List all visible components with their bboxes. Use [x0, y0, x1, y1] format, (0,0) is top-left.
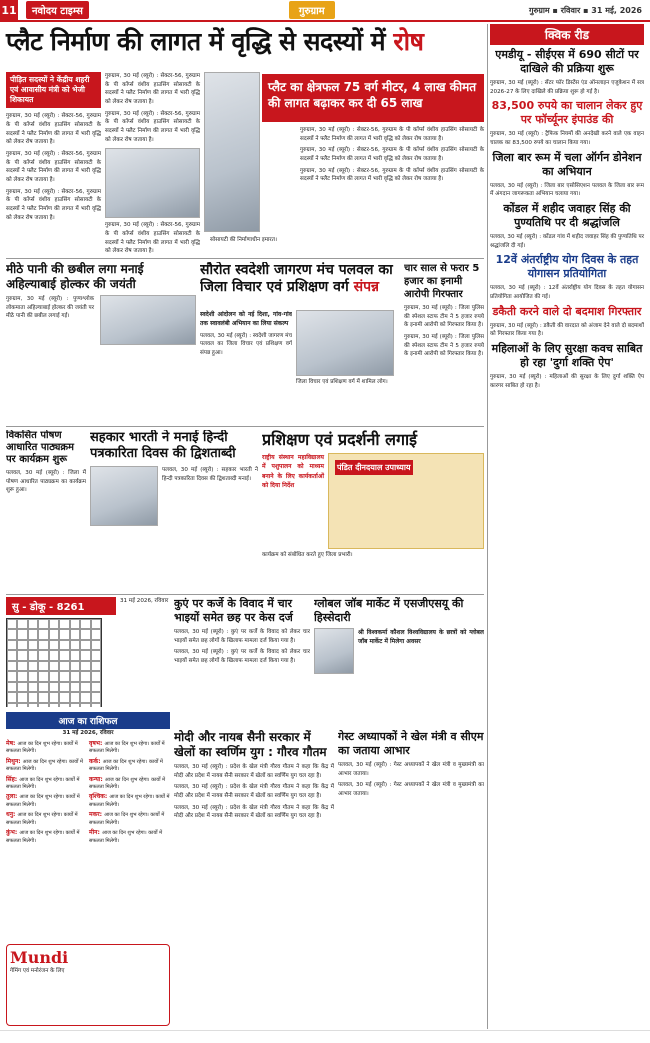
horoscope-sign-text: आज का दिन शुभ रहेगा। कार्यों में सफलता मिलेगी।	[6, 758, 83, 773]
horoscope-sign	[6, 793, 87, 809]
sudoku-cell[interactable]	[80, 671, 90, 681]
sudoku-cell[interactable]	[7, 692, 17, 702]
sudoku-cell[interactable]	[38, 619, 48, 629]
ahilya-photo	[100, 295, 196, 345]
photo-caption-lead: सोसायटी की निर्माणाधीन इमारत।	[210, 237, 278, 243]
sudoku-cell[interactable]	[91, 703, 101, 707]
quick-read-item2-body: गुरुग्राम, 30 मई (ब्यूरो) : ट्रैफिक नियमों की अनदेखी करने वाले एक वाहन चालक का 83,500 रुपये का चालान किया गया।	[490, 131, 644, 146]
swadeshi-kicker: स्वदेशी आंदोलन को नई दिशा, गांव-गांव तक स्वावलंबी अभियान का लिया संकल्प	[200, 311, 292, 328]
horoscope-sign-name: कन्या:	[89, 775, 105, 783]
quick-read-item2-title: 83,500 रुपये का चालान लेकर हुए पर फॉर्च्यूनर इंपाउंड की	[491, 99, 643, 127]
horoscope-sign-text: आज का दिन शुभ रहेगा। कार्यों में सफलता मिलेगी।	[89, 812, 165, 827]
sudoku-cell[interactable]	[17, 692, 27, 702]
sudoku-cell[interactable]	[59, 692, 69, 702]
horoscope-sign-text: आज का दिन शुभ रहेगा। कार्यों में सफलता मिलेगी।	[6, 794, 80, 809]
sudoku-cell[interactable]	[7, 682, 17, 692]
sudoku-cell[interactable]	[91, 661, 101, 671]
mundi-tagline: गेमिंग एवं मनोरंजन के लिए	[10, 968, 65, 974]
horoscope-sign-name: वृश्चिक:	[89, 793, 110, 801]
lead-banner: प्लैट का क्षेत्रफल 75 वर्ग मीटर, 4 लाख कीमत की लागत बढ़ाकर कर दी 65 लाख	[262, 74, 484, 122]
sahkar-headline: सहकार भारती ने मनाई हिन्दी पत्रकारिता दिवस की द्विशताब्दी	[90, 430, 236, 461]
ahilya-body: गुरुग्राम, 30 मई (ब्यूरो) : पुण्यश्लोक लोकमाता अहिल्याबाई होल्कर की जयंती पर मीठे पानी की छबील लगाई गई।	[6, 296, 94, 320]
quick-read-item3-body: पलवल, 30 मई (ब्यूरो) : जिला बार एसोसिएशन पलवल के जिला बार रूम में अंगदान जागरूकता अभियान चलाया गया।	[490, 182, 644, 198]
sudoku-cell[interactable]	[59, 661, 69, 671]
guest-body-2: पलवल, 30 मई (ब्यूरो) : गेस्ट अध्यापकों ने खेल मंत्री व मुख्यमंत्री का आभार जताया।	[338, 782, 484, 797]
sudoku-cell[interactable]	[91, 692, 101, 702]
pradarshani-headline: प्रशिक्षण एवं प्रदर्शनी लगाई	[262, 430, 417, 449]
sudoku-cell[interactable]	[17, 640, 27, 650]
quick-read-item1-title: एमडीयू - सीईएस में 690 सीटों पर दाखिले की प्रक्रिया शुरू	[495, 48, 639, 75]
quick-read-title: क्विक रीड	[490, 24, 644, 45]
sudoku-cell[interactable]	[80, 640, 90, 650]
horoscope-sign-text: आज का दिन शुभ रहेगा। कार्यों में सफलता मिलेगी।	[89, 740, 165, 755]
horoscope-date: 31 मई 2026, रविवार	[62, 730, 114, 736]
sahkar-body: पलवल, 30 मई (ब्यूरो) : सहकार भारती ने हिन्दी पत्रकारिता दिवस की द्विशताब्दी मनाई।	[162, 467, 258, 482]
horoscope-sign-name: कुंभ:	[6, 829, 20, 837]
sudoku-cell[interactable]	[70, 640, 80, 650]
sudoku-cell[interactable]	[17, 682, 27, 692]
mundi-logo: Mundi	[10, 948, 69, 967]
sudoku-cell[interactable]	[17, 671, 27, 681]
horoscope-sign	[89, 740, 170, 756]
sudoku-panel	[6, 597, 116, 707]
sudoku-cell[interactable]	[70, 661, 80, 671]
date-line: गुरुग्राम ▪ रविवार ▪ 31 मई, 2026	[529, 6, 642, 15]
sudoku-cell[interactable]	[80, 682, 90, 692]
sudoku-cell[interactable]	[80, 629, 90, 639]
sudoku-cell[interactable]	[7, 619, 17, 629]
sudoku-cell[interactable]	[38, 650, 48, 660]
quick-read-item4-body: पलवल, 30 मई (ब्यूरो) : कोंडल गांव में शहीद जवाहर सिंह की पुण्यतिथि पर श्रद्धांजलि दी गई।	[490, 233, 644, 249]
horoscope-sign-name: कर्क:	[89, 757, 103, 765]
lead-sidebar	[6, 72, 101, 222]
sudoku-cell[interactable]	[59, 619, 69, 629]
sudoku-cell[interactable]	[28, 703, 38, 707]
lead-body-6: गुरुग्राम, 30 मई (ब्यूरो) : सेक्टर-56, गुरुग्राम के पी कॉर्प्स वंशीय हाउसिंग सोसायटी के सदस्यों ने फ्लैट निर्माण की लागत में भारी वृद्धि को लेकर रोष जताया है।	[300, 127, 484, 142]
sudoku-cell[interactable]	[91, 619, 101, 629]
story-global	[314, 597, 484, 727]
sudoku-cell[interactable]	[80, 619, 90, 629]
sudoku-cell[interactable]	[28, 640, 38, 650]
lead-body-8: गुरुग्राम, 30 मई (ब्यूरो) : सेक्टर-56, गुरुग्राम के पी कॉर्प्स वंशीय हाउसिंग सोसायटी के सदस्यों ने फ्लैट निर्माण की लागत में भारी वृद्धि को लेकर रोष जताया है।	[300, 167, 484, 183]
sudoku-cell[interactable]	[17, 619, 27, 629]
sudoku-cell[interactable]	[91, 682, 101, 692]
horoscope-sign-name: मिथुन:	[6, 757, 23, 765]
swadeshi-headline	[200, 262, 400, 296]
horoscope-sign	[6, 776, 87, 792]
tower-photo	[204, 72, 260, 232]
swadeshi-caption-box	[296, 378, 394, 387]
sudoku-cell[interactable]	[7, 661, 17, 671]
sudoku-cell[interactable]	[38, 703, 48, 707]
horoscope-grid	[6, 740, 170, 846]
horoscope-sign-name: मेष:	[6, 739, 18, 747]
sudoku-cell[interactable]	[70, 671, 80, 681]
swadeshi-body: पलवल, 30 मई (ब्यूरो) : स्वदेशी जागरण मंच पलवल का जिला विचार एवं प्रशिक्षण वर्ग संपन्न हुआ।	[200, 332, 292, 356]
horoscope-sign-text: आज का दिन शुभ रहेगा। कार्यों में सफलता मिलेगी।	[6, 740, 78, 755]
sudoku-cell[interactable]	[7, 703, 17, 707]
pradarshani-caption: कार्यक्रम को संबोधित करते हुए जिला प्रभारी।	[262, 552, 353, 558]
modi-body: पलवल, 30 मई (ब्यूरो) : प्रदेश के खेल मंत्री गौरव गौतम ने कहा कि केंद्र में मोदी और प्रदेश में नायब सैनी सरकार में खेलों का स्वर्णिम युग चल रहा है।	[174, 764, 334, 779]
sudoku-cell[interactable]	[38, 661, 48, 671]
modi-body-3: पलवल, 30 मई (ब्यूरो) : प्रदेश के खेल मंत्री गौरव गौतम ने कहा कि केंद्र में मोदी और प्रदेश में नायब सैनी सरकार में खेलों का स्वर्णिम युग चल रहा है।	[174, 804, 334, 820]
sudoku-cell[interactable]	[38, 692, 48, 702]
global-photo	[314, 628, 354, 674]
global-headline: ग्लोबल जॉब मार्केट में एसजीएसयू की हिस्सेदारी	[314, 597, 464, 624]
sudoku-cell[interactable]	[28, 661, 38, 671]
lead-kicker: पीड़ित सदस्यों ने केंद्रीय शहरी एवं आवासीय मंत्री को भेजी शिकायत	[6, 72, 101, 108]
sudoku-cell[interactable]	[49, 692, 59, 702]
horoscope-sign-text: आज का दिन शुभ रहेगा। कार्यों में सफलता मिलेगी।	[89, 776, 166, 791]
quick-read-item4-title: कोंडल में शहीद जवाहर सिंह की पुण्यतिथि पर दी श्रद्धांजलि	[503, 201, 631, 229]
ahilya-headline: मीठे पानी की छबील लगा मनाई अहिल्याबाई होल्कर की जयंती	[6, 262, 144, 291]
mundi-ad[interactable]	[6, 944, 170, 1026]
edition-label: गुरुग्राम	[289, 1, 335, 19]
sudoku-cell[interactable]	[17, 661, 27, 671]
sudoku-cell[interactable]	[59, 640, 69, 650]
horoscope-sign	[89, 811, 170, 827]
horoscope-sign	[89, 829, 170, 845]
sudoku-grid[interactable]	[6, 618, 102, 707]
sudoku-cell[interactable]	[59, 629, 69, 639]
sudoku-cell[interactable]	[59, 671, 69, 681]
quick-read-column	[490, 24, 644, 390]
sudoku-cell[interactable]	[38, 640, 48, 650]
lead-headline-accent: रोष	[393, 27, 424, 56]
swadeshi-headline-main: सौरोत स्वदेशी जागरण मंच पलवल का जिला विचार एवं प्रशिक्षण वर्ग	[200, 262, 393, 295]
quick-read-item7-body: गुरुग्राम, 30 मई (ब्यूरो) : महिलाओं की सुरक्षा के लिए दुर्गा शक्ति ऐप कारगर साबित हो रहा है।	[490, 373, 644, 389]
sudoku-cell[interactable]	[38, 629, 48, 639]
lead-body-1: गुरुग्राम, 30 मई (ब्यूरो) : सेक्टर-56, गुरुग्राम के पी कॉर्प्स वंशीय हाउसिंग सोसायटी के सदस्यों ने फ्लैट निर्माण की लागत में भारी वृद्धि को लेकर रोष जताया है।	[6, 151, 101, 183]
modi-body-2: पलवल, 30 मई (ब्यूरो) : प्रदेश के खेल मंत्री गौरव गौतम ने कहा कि केंद्र में मोदी और प्रदेश में नायब सैनी सरकार में खेलों का स्वर्णिम युग चल रहा है।	[174, 784, 334, 799]
quick-read-item7-title: महिलाओं के लिए सुरक्षा कवच साबित हो रहा 'दुर्गा शक्ति ऐप'	[491, 341, 643, 369]
story-modi	[174, 730, 334, 1026]
quick-read-item3-title: जिला बार रूम में चला ऑर्गन डोनेशन का अभियान	[492, 150, 642, 178]
sudoku-cell[interactable]	[49, 671, 59, 681]
sudoku-cell[interactable]	[70, 619, 80, 629]
sudoku-cell[interactable]	[91, 629, 101, 639]
sudoku-cell[interactable]	[70, 692, 80, 702]
lead-column-4	[300, 126, 484, 184]
horoscope-sign	[6, 811, 87, 827]
sudoku-cell[interactable]	[70, 682, 80, 692]
swadeshi-caption: जिला विचार एवं प्रशिक्षण वर्ग में शामिल लोग।	[296, 379, 388, 385]
vikasit-body: पलवल, 30 मई (ब्यूरो) : जिला में पोषण आधारित पाठ्यक्रम का कार्यक्रम शुरू हुआ।	[6, 470, 86, 494]
rule	[6, 258, 484, 259]
horoscope-sign	[6, 740, 87, 756]
rule	[6, 426, 484, 427]
lead-column-2	[105, 72, 200, 256]
masthead: नवोदय टाइम्स	[26, 1, 89, 19]
horoscope-sign	[6, 829, 87, 845]
sudoku-cell[interactable]	[80, 703, 90, 707]
pradarshani-photo-label: पंडित दीनदयाल उपाध्याय	[335, 460, 413, 475]
sudoku-cell[interactable]	[70, 629, 80, 639]
loan-headline: कुएं पर कर्जे के विवाद में चार भाइयों समेत छह पर केस दर्ज	[174, 597, 293, 624]
arrested-headline: चार साल से फरार 5 हजार का इनामी आरोपी गिरफ्तार	[404, 263, 480, 300]
sudoku-title: सु - डोकू - 8261	[6, 597, 116, 615]
modi-headline: मोदी और नायब सैनी सरकार में खेलों का स्वर्णिम युग : गौरव गौतम	[174, 730, 327, 759]
vikasit-headline: विकसित पोषण आधारित पाठ्यक्रम पर कार्यक्रम शुरू	[6, 430, 75, 465]
column-divider	[487, 24, 488, 1029]
swadeshi-kicker-box	[200, 310, 292, 358]
swadeshi-photo	[296, 310, 394, 376]
rule	[6, 594, 484, 595]
horoscope-sign	[89, 793, 170, 809]
horoscope-sign-name: सिंह:	[6, 775, 20, 783]
pradarshani-kicker: राष्ट्रीय संस्थान महाविद्यालय में पशुपालन को माध्यम बनाने के लिए कार्यकर्ताओं को दिया निर्देश	[262, 454, 324, 489]
sudoku-cell[interactable]	[49, 640, 59, 650]
arrested-body: गुरुग्राम, 30 मई (ब्यूरो) : जिला पुलिस की स्पेशल स्टाफ टीम ने 5 हजार रुपये के इनामी आरोपी को गिरफ्तार किया है।	[404, 305, 484, 329]
horoscope-title: आज का राशिफल	[6, 712, 170, 729]
story-arrested	[404, 262, 484, 442]
sudoku-cell[interactable]	[38, 682, 48, 692]
lead-body-3: गुरुग्राम, 30 मई (ब्यूरो) : सेक्टर-56, गुरुग्राम के पी कॉर्प्स वंशीय हाउसिंग सोसायटी के सदस्यों ने फ्लैट निर्माण की लागत में भारी वृद्धि को लेकर रोष जताया है।	[105, 73, 200, 105]
sudoku-cell[interactable]	[49, 703, 59, 707]
sudoku-cell[interactable]	[91, 671, 101, 681]
lead-headline	[6, 27, 484, 57]
pradarshani-photo	[328, 453, 484, 549]
sudoku-cell[interactable]	[59, 682, 69, 692]
sudoku-cell[interactable]	[28, 682, 38, 692]
sudoku-cell[interactable]	[28, 692, 38, 702]
horoscope-sign-name: वृषभ:	[89, 739, 105, 747]
lead-body-7: गुरुग्राम, 30 मई (ब्यूरो) : सेक्टर-56, गुरुग्राम के पी कॉर्प्स वंशीय हाउसिंग सोसायटी के सदस्यों ने फ्लैट निर्माण की लागत में भारी वृद्धि को लेकर रोष जताया है।	[300, 147, 484, 162]
horoscope-panel	[6, 712, 170, 942]
story-guest	[338, 730, 484, 1026]
header-bar	[0, 0, 650, 22]
swadeshi-headline-accent: संपन्न	[353, 279, 380, 295]
quick-read-item5-body: पलवल, 30 मई (ब्यूरो) : 12वें अंतर्राष्ट्रीय योग दिवस के तहत योगासन प्रतियोगिता आयोजित की गई।	[490, 285, 644, 300]
quick-read-item5-title: 12वें अंतर्राष्ट्रीय योग दिवस के तहत योगासन प्रतियोगिता	[495, 253, 639, 281]
sudoku-cell[interactable]	[70, 650, 80, 660]
sudoku-cell[interactable]	[91, 650, 101, 660]
horoscope-sign-name: तुला:	[6, 793, 20, 801]
sudoku-cell[interactable]	[7, 640, 17, 650]
horoscope-sign-text: आज का दिन शुभ रहेगा। कार्यों में सफलता मिलेगी।	[6, 830, 80, 845]
loan-body-2: पलवल, 30 मई (ब्यूरो) : कुएं पर कर्जे के विवाद को लेकर चार भाइयों समेत छह लोगों के खिलाफ मामला दर्ज किया गया है।	[174, 649, 310, 664]
sudoku-cell[interactable]	[70, 703, 80, 707]
guest-body: पलवल, 30 मई (ब्यूरो) : गेस्ट अध्यापकों ने खेल मंत्री व मुख्यमंत्री का आभार जताया।	[338, 762, 484, 777]
sudoku-cell[interactable]	[28, 671, 38, 681]
horoscope-sign-name: मीन:	[89, 829, 102, 837]
building-photo	[105, 148, 200, 218]
global-kicker: श्री विश्वकर्मा कौशल विश्वविद्यालय के छात्रों को ग्लोबल जॉब मार्केट में मिलेगा अवसर	[358, 629, 484, 646]
sudoku-cell[interactable]	[59, 703, 69, 707]
sudoku-cell[interactable]	[38, 671, 48, 681]
story-vikasit	[6, 430, 86, 590]
sudoku-cell[interactable]	[49, 682, 59, 692]
sudoku-rules	[120, 597, 170, 707]
quick-read-item6-title: डकैती करने वाले दो बदमाश गिरफ्तार	[492, 304, 642, 318]
sudoku-cell[interactable]	[17, 650, 27, 660]
loan-body: पलवल, 30 मई (ब्यूरो) : कुएं पर कर्जे के विवाद को लेकर चार भाइयों समेत छह लोगों के खिलाफ मामला दर्ज किया गया है।	[174, 629, 310, 644]
sudoku-cell[interactable]	[80, 692, 90, 702]
horoscope-sign-text: आज का दिन शुभ रहेगा। कार्यों में सफलता मिलेगी।	[6, 776, 80, 791]
sudoku-cell[interactable]	[49, 650, 59, 660]
story-ahilya	[6, 262, 196, 382]
bottom-strip	[0, 1030, 650, 1043]
sudoku-cell[interactable]	[80, 661, 90, 671]
sudoku-cell[interactable]	[28, 619, 38, 629]
quick-read-item6-body: गुरुग्राम, 30 मई (ब्यूरो) : डकैती की वारदात को अंजाम देने वाले दो बदमाशों को गिरफ्तार किया गया है।	[490, 322, 644, 338]
sudoku-cell[interactable]	[80, 650, 90, 660]
page-number: 11	[0, 0, 18, 20]
horoscope-sign-text: आज का दिन शुभ रहेगा। कार्यों में सफलता मिलेगी।	[6, 812, 78, 827]
horoscope-sign	[89, 758, 170, 774]
sudoku-cell[interactable]	[7, 671, 17, 681]
sudoku-cell[interactable]	[49, 619, 59, 629]
guest-headline: गेस्ट अध्यापकों ने खेल मंत्री व सीएम का जताया आभार	[338, 730, 484, 757]
story-sahkar	[90, 430, 258, 590]
arrested-body-2: गुरुग्राम, 30 मई (ब्यूरो) : जिला पुलिस की स्पेशल स्टाफ टीम ने 5 हजार रुपये के इनामी आरोपी को गिरफ्तार किया है।	[404, 333, 484, 358]
sudoku-cell[interactable]	[28, 650, 38, 660]
horoscope-sign-text: आज का दिन शुभ रहेगा। कार्यों में सफलता मिलेगी।	[89, 758, 163, 773]
sudoku-date: 31 मई 2026, रविवार	[120, 598, 169, 604]
sudoku-cell[interactable]	[7, 629, 17, 639]
sudoku-cell[interactable]	[28, 629, 38, 639]
sudoku-cell[interactable]	[7, 650, 17, 660]
horoscope-sign	[89, 776, 170, 792]
horoscope-sign-name: धनु:	[6, 811, 18, 819]
sahkar-photo	[90, 466, 158, 526]
sudoku-cell[interactable]	[59, 650, 69, 660]
sudoku-cell[interactable]	[49, 661, 59, 671]
story-loan	[174, 597, 310, 727]
horoscope-sign	[6, 758, 87, 774]
sudoku-cell[interactable]	[17, 703, 27, 707]
lead-body-4: गुरुग्राम, 30 मई (ब्यूरो) : सेक्टर-56, गुरुग्राम के पी कॉर्प्स वंशीय हाउसिंग सोसायटी के सदस्यों ने फ्लैट निर्माण की लागत में भारी वृद्धि को लेकर रोष जताया है।	[105, 110, 200, 143]
lead-headline-main: प्लैट निर्माण की लागत में वृद्धि से सदस्यों में	[6, 27, 386, 56]
lead-body-2: गुरुग्राम, 30 मई (ब्यूरो) : सेक्टर-56, गुरुग्राम के पी कॉर्प्स वंशीय हाउसिंग सोसायटी के सदस्यों ने फ्लैट निर्माण की लागत में भारी वृद्धि को लेकर रोष जताया है।	[6, 188, 101, 221]
sudoku-cell[interactable]	[17, 629, 27, 639]
lead-body-5: गुरुग्राम, 30 मई (ब्यूरो) : सेक्टर-56, गुरुग्राम के पी कॉर्प्स वंशीय हाउसिंग सोसायटी के सदस्यों ने फ्लैट निर्माण की लागत में भारी वृद्धि को लेकर रोष जताया है।	[105, 222, 200, 255]
sudoku-cell[interactable]	[49, 629, 59, 639]
horoscope-sign-name: मकर:	[89, 811, 105, 819]
lead-dateline: गुरुग्राम, 30 मई (ब्यूरो) : सेक्टर-56, गुरुग्राम के पी कॉर्प्स वंशीय हाउसिंग सोसायटी के सदस्यों ने फ्लैट निर्माण की लागत में भारी वृद्धि को लेकर रोष जताया है।	[6, 113, 101, 146]
quick-read-item1-body: गुरुग्राम, 30 मई (ब्यूरो) : सेंटर फॉर डिस्टेंस एंड ऑनलाइन एजुकेशन में सत्र 2026-27 के लिए दाखिले की प्रक्रिया शुरू हो गई है।	[490, 80, 644, 95]
horoscope-sign-text: आज का दिन शुभ रहेगा। कार्यों में सफलता मिलेगी।	[89, 830, 163, 845]
horoscope-sign-text: आज का दिन शुभ रहेगा। कार्यों में सफलता मिलेगी।	[89, 794, 170, 809]
sudoku-cell[interactable]	[91, 640, 101, 650]
